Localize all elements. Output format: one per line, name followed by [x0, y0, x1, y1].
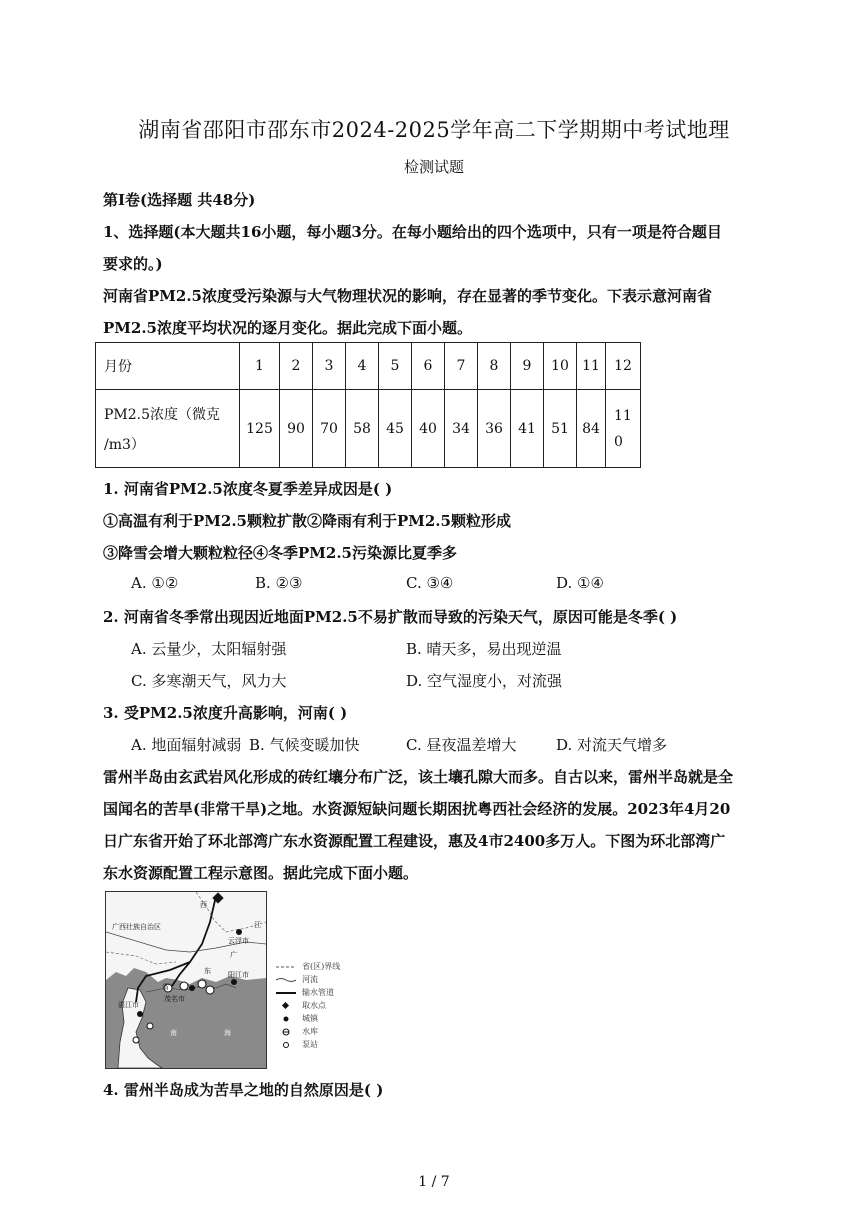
- legend-label: 水库: [302, 1027, 318, 1036]
- q1-option-b: B. ②③: [255, 574, 303, 592]
- legend-label: 取水点: [302, 1001, 326, 1010]
- table-cell: 58: [346, 390, 379, 468]
- legend-item: [276, 986, 386, 999]
- table-cell: 125: [240, 390, 280, 468]
- passage2-line-3: 日广东省开始了环北部湾广东水资源配置工程建设，惠及4市2400多万人。下图为环北部湾广: [103, 832, 726, 850]
- pump-station-icon: [276, 1041, 296, 1049]
- table-cell-line: 0: [614, 433, 623, 450]
- q1-option-a: A. ①②: [131, 574, 179, 592]
- legend-label: 泵站: [302, 1040, 318, 1049]
- map-label-sheng: 省: [162, 983, 169, 991]
- table-cell: 70: [313, 390, 346, 468]
- table-cell: 5: [379, 343, 412, 390]
- legend-item: [276, 973, 386, 986]
- table-cell: 45: [379, 390, 412, 468]
- map-label-jiang: 江: [254, 921, 261, 929]
- pipeline-symbol-icon: [276, 990, 296, 996]
- map-label-yangjiang: 阳江市: [228, 971, 249, 979]
- question-3-stem: 3. 受PM2.5浓度升高影响，河南( ): [103, 704, 348, 722]
- table-cell: 1: [240, 343, 280, 390]
- legend-item: [276, 1025, 386, 1038]
- document-subtitle: 检测试题: [403, 158, 464, 176]
- q3-option-d: D. 对流天气增多: [556, 736, 668, 754]
- table-cell: 36: [478, 390, 511, 468]
- table-cell: 41: [511, 390, 544, 468]
- legend-label: 河流: [302, 975, 318, 984]
- table-cell: 34: [445, 390, 478, 468]
- question-2-stem: 2. 河南省冬季常出现因近地面PM2.5不易扩散而导致的污染天气，原因可能是冬季( ): [103, 608, 678, 626]
- table-cell: 2: [280, 343, 313, 390]
- q2-option-b: B. 晴天多，易出现逆温: [406, 640, 562, 658]
- map-label-nan: 南: [170, 1029, 177, 1037]
- passage2-line-2: 国闻名的苦旱(非常干旱)之地。水资源短缺问题长期困扰粤西社会经济的发展。2023年4月20: [103, 800, 731, 818]
- table-cell: 40: [412, 390, 445, 468]
- passage1-line-2: PM2.5浓度平均状况的逐月变化。据此完成下面小题。: [103, 319, 472, 337]
- document-title: 湖南省邵阳市邵东市2024-2025学年高二下学期期中考试地理: [138, 118, 730, 142]
- map-label-maoming: 茂名市: [164, 995, 185, 1003]
- question-1-statements-2: ③降雪会增大颗粒粒径④冬季PM2.5污染源比夏季多: [103, 544, 457, 562]
- intake-point-icon: [276, 1002, 296, 1010]
- river-symbol-icon: [276, 977, 296, 983]
- table-cell: 8: [478, 343, 511, 390]
- map-legend: [276, 960, 386, 1051]
- table-cell: [606, 390, 641, 468]
- page-number: 1 / 7: [418, 1174, 450, 1190]
- table-cell: 90: [280, 390, 313, 468]
- question-4-stem: 4. 雷州半岛成为苦旱之地的自然原因是( ): [103, 1081, 384, 1099]
- table-header-line: /m3）: [104, 436, 145, 453]
- section-heading: 第I卷(选择题 共48分): [103, 191, 256, 209]
- passage1-line-1: 河南省PM2.5浓度受污染源与大气物理状况的影响，存在显著的季节变化。下表示意河南省: [103, 287, 712, 305]
- q3-option-a: A. 地面辐射减弱: [131, 736, 242, 754]
- map-label-zhanjiang: 湛江市: [118, 1001, 139, 1009]
- instructions-line-2: 要求的。): [103, 255, 163, 273]
- table-row-months: [96, 343, 641, 390]
- table-cell: 3: [313, 343, 346, 390]
- question-1-stem: 1. 河南省PM2.5浓度冬夏季差异成因是( ): [103, 480, 393, 498]
- question-1-statements-1: ①高温有利于PM2.5颗粒扩散②降雨有利于PM2.5颗粒形成: [103, 512, 511, 530]
- legend-label: 省(区)界线: [302, 962, 341, 971]
- table-cell: 4: [346, 343, 379, 390]
- legend-item: [276, 1038, 386, 1051]
- legend-label: 输水管道: [302, 988, 334, 997]
- table-cell: 6: [412, 343, 445, 390]
- q3-option-b: B. 气候变暖加快: [249, 736, 360, 754]
- table-cell: 9: [511, 343, 544, 390]
- table-cell: 7: [445, 343, 478, 390]
- q2-option-c: C. 多寒潮天气，风力大: [131, 672, 287, 690]
- pm25-table: [95, 342, 641, 468]
- q1-option-d: D. ①④: [556, 574, 604, 592]
- passage2-line-4: 东水资源配置工程示意图。据此完成下面小题。: [103, 864, 419, 882]
- map-label-guangxi: 广西壮族自治区: [112, 923, 161, 931]
- passage2-line-1: 雷州半岛由玄武岩风化形成的砖红壤分布广泛，该土壤孔隙大而多。自古以来，雷州半岛就是全: [103, 768, 734, 786]
- water-project-map: [105, 891, 267, 1069]
- table-cell: 11: [577, 343, 606, 390]
- map-label-dong: 东: [204, 967, 211, 975]
- legend-item: [276, 960, 386, 973]
- town-icon: [276, 1015, 296, 1023]
- legend-label: 城镇: [302, 1014, 318, 1023]
- table-cell: 84: [577, 390, 606, 468]
- table-header-pm25: [96, 390, 240, 468]
- q2-option-a: A. 云量少，太阳辐射强: [131, 640, 287, 658]
- boundary-symbol-icon: [276, 964, 296, 970]
- table-cell: 51: [544, 390, 577, 468]
- q1-option-c: C. ③④: [406, 574, 454, 592]
- legend-item: [276, 999, 386, 1012]
- map-label-guang: 广: [230, 951, 237, 959]
- map-graphic: [106, 892, 266, 1068]
- instructions-line-1: 1、选择题(本大题共16小题，每小题3分。在每小题给出的四个选项中，只有一项是符合题目: [103, 223, 722, 241]
- reservoir-icon: [276, 1028, 296, 1036]
- table-cell-line: 11: [614, 407, 632, 424]
- table-cell: 10: [544, 343, 577, 390]
- map-label-xi: 西: [200, 901, 207, 909]
- q2-option-d: D. 空气湿度小，对流强: [406, 672, 563, 690]
- legend-item: [276, 1012, 386, 1025]
- table-header-month: 月份: [96, 343, 240, 390]
- table-row-pm25: [96, 390, 641, 468]
- map-label-yunfu: 云浮市: [228, 937, 249, 945]
- q3-option-c: C. 昼夜温差增大: [406, 736, 517, 754]
- map-label-hai: 海: [224, 1029, 231, 1037]
- table-cell: 12: [606, 343, 641, 390]
- table-header-line: PM2.5浓度（微克: [104, 406, 221, 423]
